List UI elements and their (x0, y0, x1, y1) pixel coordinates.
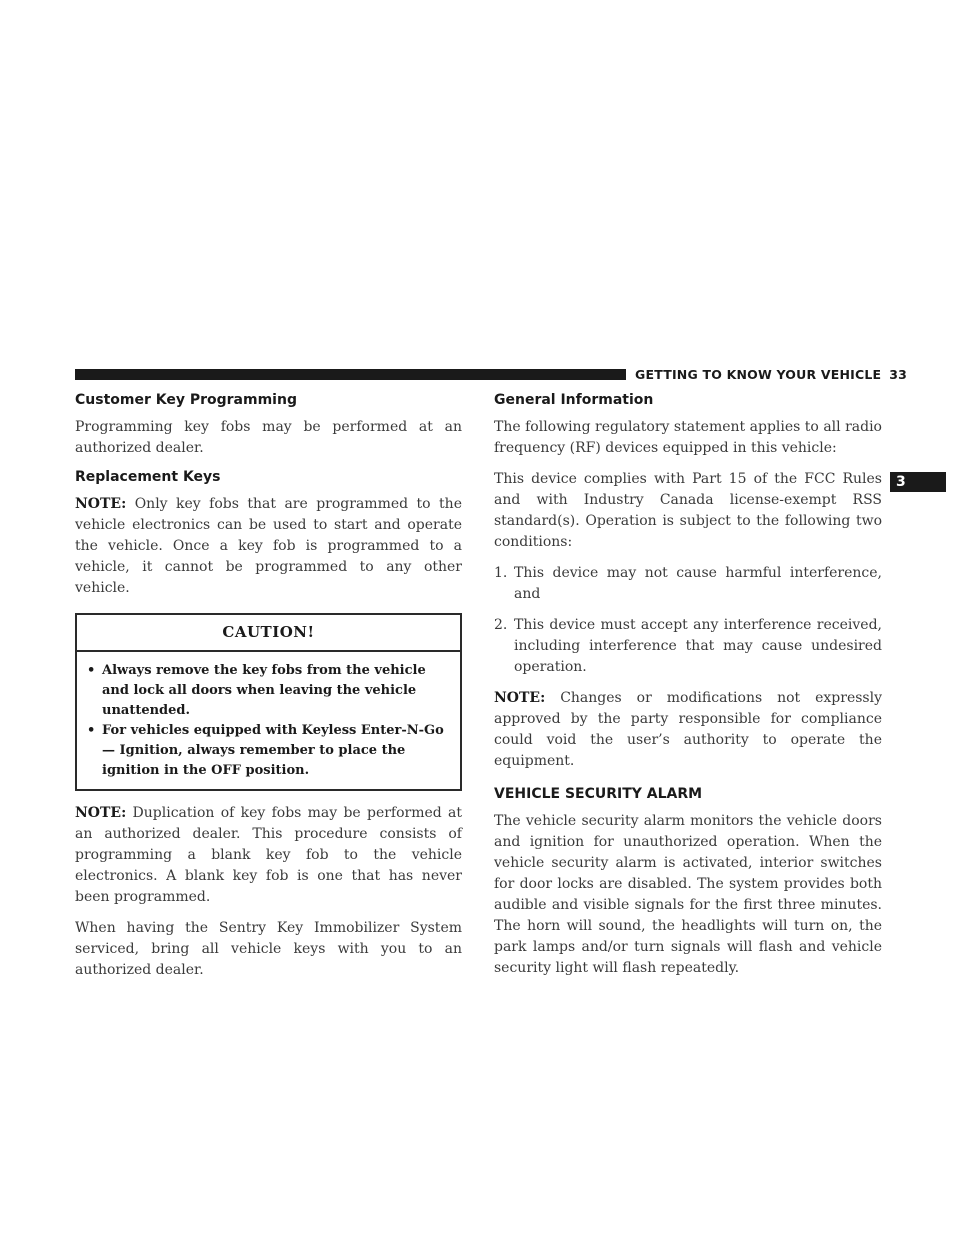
fcc-note (494, 688, 882, 772)
running-header (635, 367, 907, 382)
list-text: This device may not cause harmful interference, and (514, 565, 882, 602)
sentry-paragraph: When having the Sentry Key Immobilizer System serviced, bring all vehicle keys with you to an authorized dealer. (75, 920, 462, 978)
note-label: NOTE: (75, 496, 127, 512)
note-label: NOTE: (75, 805, 127, 821)
caution-list (77, 652, 460, 789)
chapter-tab: 3 (890, 472, 946, 492)
caution-title: CAUTION! (77, 615, 460, 652)
security-alarm-heading: VEHICLE SECURITY ALARM (494, 786, 703, 802)
bullet-icon: • (87, 663, 96, 678)
general-info-para1: The following regulatory statement applies to all radio frequency (RF) devices equipped in this vehicle: (494, 419, 882, 456)
general-info-para2: This device complies with Part 15 of the FCC Rules and with Industry Canada license-exempt RSS standard(s). Operation is subject to the following two conditions: (494, 471, 882, 550)
duplication-note (75, 803, 462, 908)
conditions-list (494, 563, 882, 678)
caution-item (87, 661, 452, 721)
note-text: Duplication of key fobs may be performed at an authorized dealer. This procedure consists of programming a blank key fob to the vehicle electronics. A blank key fob is one that has never been programmed. (75, 805, 463, 905)
list-number: 1. (494, 565, 508, 581)
list-number: 2. (494, 617, 508, 633)
caution-item-text: Always remove the key fobs from the vehicle and lock all doors when leaving the vehicle unattended. (102, 663, 426, 718)
right-column (494, 392, 882, 989)
list-item (494, 615, 882, 678)
general-info-heading: General Information (494, 392, 654, 408)
replacement-keys-note (75, 494, 462, 599)
list-text: This device must accept any interference received, including interference that may cause undesired operation. (514, 617, 882, 675)
customer-key-body: Programming key fobs may be performed at an authorized dealer. (75, 419, 462, 456)
running-header-title: GETTING TO KNOW YOUR VEHICLE (635, 367, 882, 382)
note-text: Changes or modifications not expressly approved by the party responsible for compliance could void the user’s authority to operate the equipment. (494, 690, 882, 769)
note-label: NOTE: (494, 690, 546, 706)
replacement-keys-heading: Replacement Keys (75, 469, 221, 485)
security-alarm-body: The vehicle security alarm monitors the vehicle doors and ignition for unauthorized operation. When the vehicle security alarm is activated, interior switches for door locks are disabled. The system provides both audible and visible signals for the first three minutes. The horn will sound, the headlights will turn on, the park lamps and/or turn signals will flash and vehicle security light will flash repeatedly. (494, 813, 882, 976)
left-column (75, 392, 462, 991)
caution-item-text: For vehicles equipped with Keyless Enter-N-Go — Ignition, always remember to place the ignition in the OFF position. (102, 723, 444, 778)
caution-box (75, 613, 462, 791)
caution-item (87, 721, 452, 781)
list-item (494, 563, 882, 605)
customer-key-heading: Customer Key Programming (75, 392, 297, 408)
page-number: 33 (889, 367, 908, 382)
bullet-icon: • (87, 723, 96, 738)
header-rule (75, 369, 626, 380)
note-text: Only key fobs that are programmed to the vehicle electronics can be used to start and operate the vehicle. Once a key fob is programmed to a vehicle, it cannot be programmed to any other vehicle. (75, 496, 462, 596)
